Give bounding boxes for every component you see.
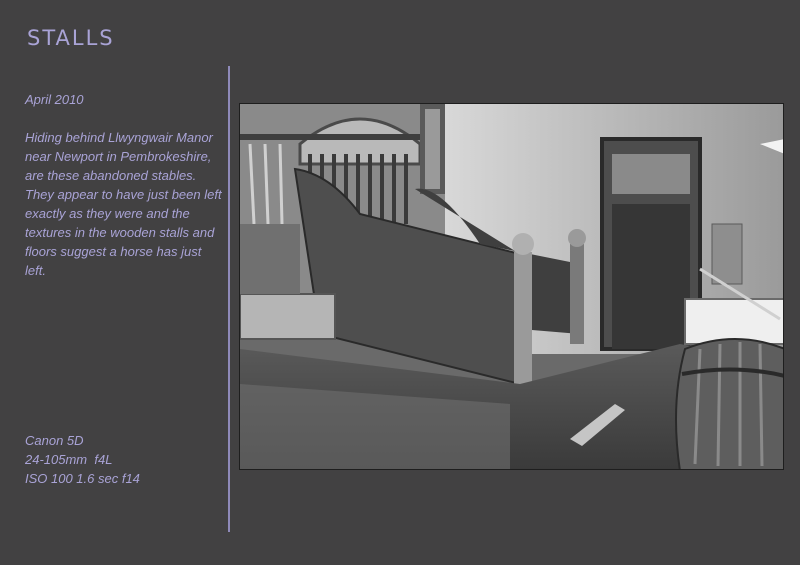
camera-model: Canon 5D bbox=[25, 433, 84, 448]
photo-description: Hiding behind Llwyngwair Manor near Newport in Pembrokeshire, are these abandoned stables. They appear to have just been left exactly as they were and the textures in the wooden stalls and floors suggest a horse has just left. bbox=[25, 130, 222, 278]
stable-photo bbox=[239, 103, 784, 470]
page-title: STALLS bbox=[27, 26, 115, 50]
exposure-info: ISO 100 1.6 sec f14 bbox=[25, 471, 140, 486]
photo-date: April 2010 bbox=[25, 92, 84, 107]
vertical-divider bbox=[228, 66, 230, 532]
stable-photo-graphic bbox=[240, 104, 784, 470]
lens-info: 24-105mm f4L bbox=[25, 452, 113, 467]
camera-specs bbox=[25, 431, 140, 488]
